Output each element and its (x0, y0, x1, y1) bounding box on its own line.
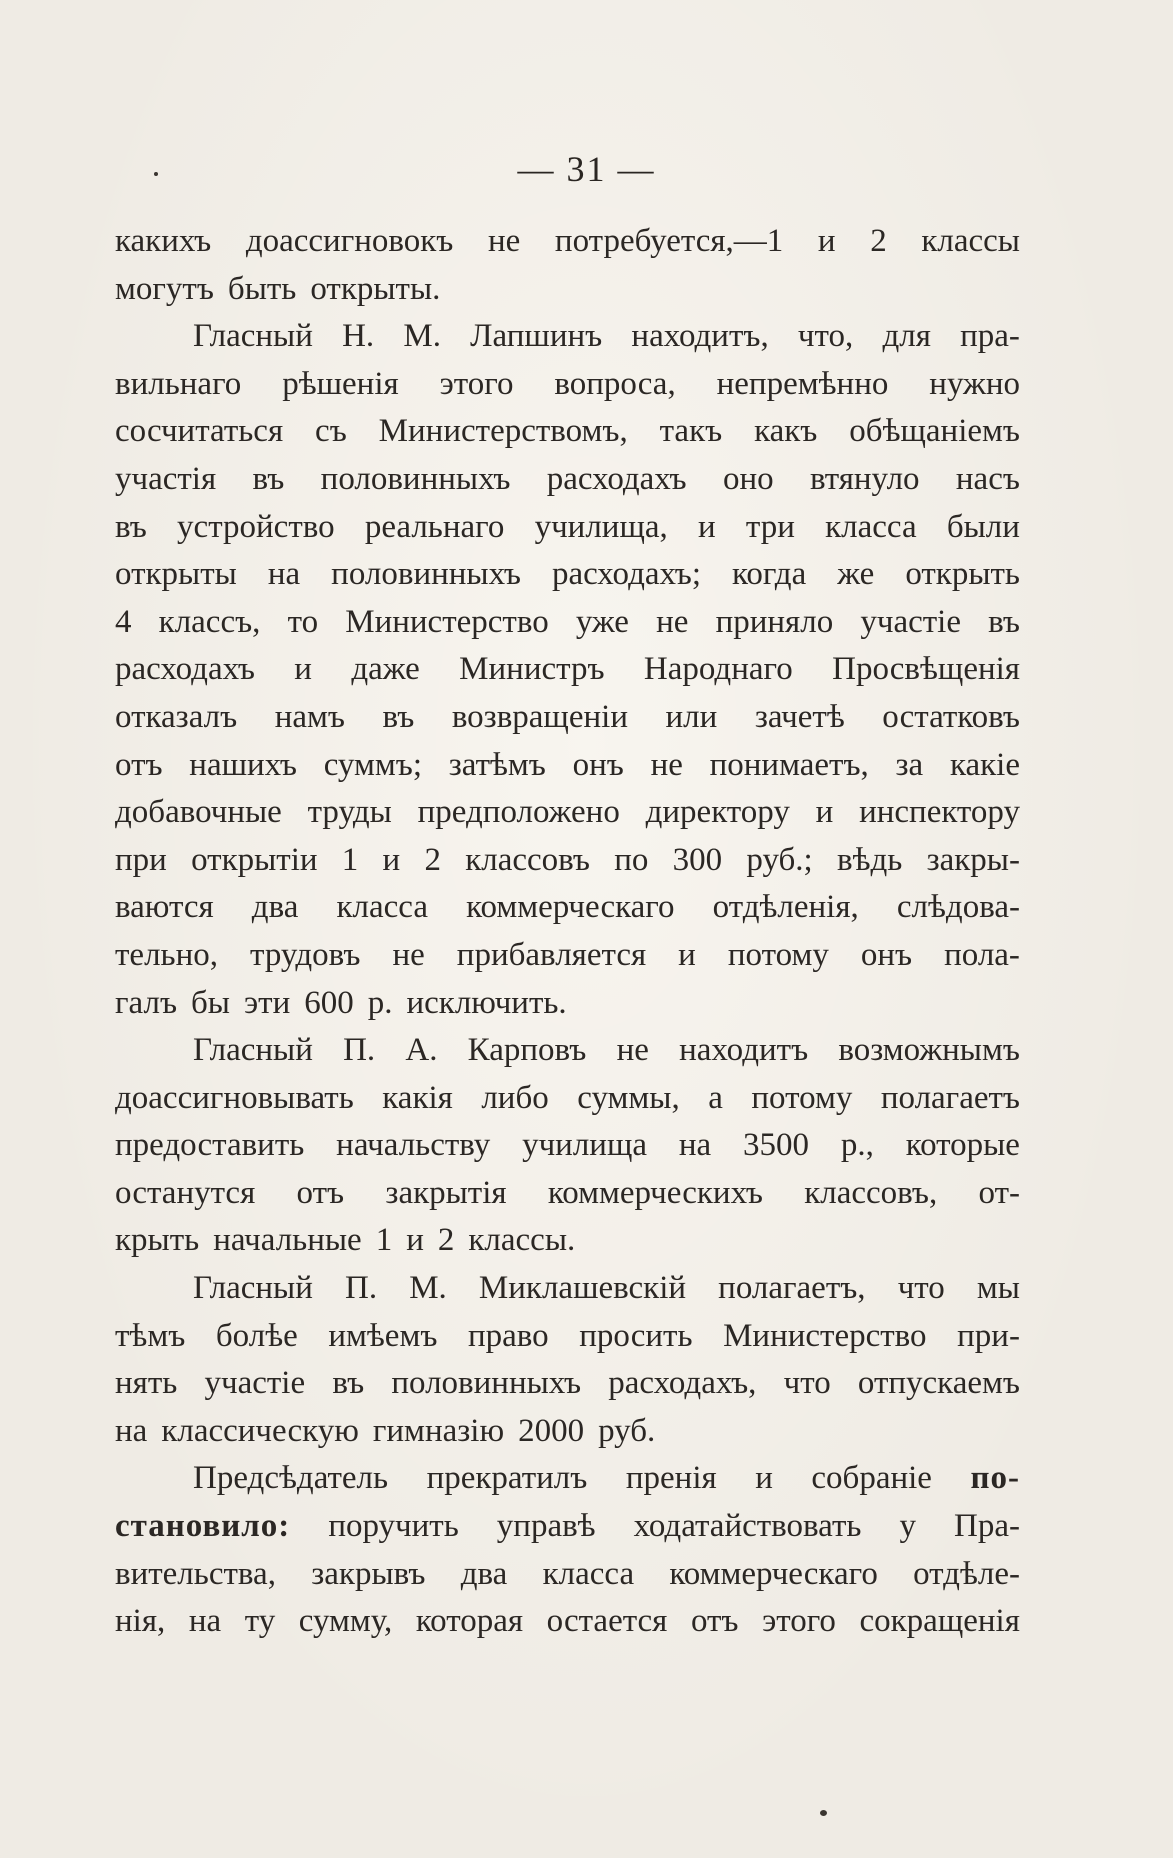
word: мы (976, 1270, 1020, 1307)
word: съ (315, 413, 347, 450)
word: обѣщаніемъ (849, 413, 1020, 450)
word: по (614, 841, 649, 878)
text-line (115, 1217, 1020, 1265)
word: расходахъ; (551, 556, 702, 593)
text-line (115, 1265, 1020, 1313)
word: остается (546, 1603, 668, 1640)
word: расходахъ, (608, 1365, 757, 1402)
word: нашихъ (189, 746, 297, 783)
text-line (115, 1075, 1020, 1123)
word: не (656, 603, 689, 640)
word: класса (825, 508, 917, 545)
word: коммерческихъ (547, 1174, 763, 1211)
word: П. (343, 1032, 376, 1069)
word: расходахъ (115, 651, 255, 688)
word: отдѣленія, (712, 889, 859, 926)
word: какихъ (115, 223, 212, 259)
word: 2000 (518, 1412, 585, 1449)
text-line (115, 694, 1020, 742)
word: участіе (204, 1365, 306, 1402)
text-line (115, 646, 1020, 694)
word: останутся (115, 1174, 256, 1211)
word: Народнаго (643, 651, 793, 688)
word: суммы, (577, 1079, 680, 1116)
word: намъ (274, 698, 345, 735)
word: этого (439, 365, 514, 402)
word: какія (382, 1079, 453, 1116)
word: вильнаго (115, 365, 242, 402)
word: уже (575, 603, 629, 640)
word: училища, (534, 508, 668, 545)
word: прибавляется (456, 936, 647, 973)
word: какіе (949, 746, 1020, 783)
word: затѣмъ (448, 746, 546, 783)
word: быть (227, 270, 297, 307)
word: классовъ, (804, 1174, 938, 1211)
word: что (897, 1270, 945, 1307)
word: слѣдова- (896, 889, 1020, 926)
word: начальные (213, 1222, 362, 1259)
word: приняло (715, 603, 834, 640)
word: три (745, 508, 795, 545)
word: на (267, 556, 301, 593)
word: классы (921, 223, 1020, 259)
word: у (899, 1508, 916, 1545)
word: классовъ (465, 841, 590, 878)
word: суммъ; (323, 746, 422, 783)
word: добавочные (115, 794, 282, 831)
word: зачетѣ (754, 698, 845, 735)
word: которые (905, 1127, 1020, 1164)
word: и (294, 651, 312, 688)
word: бы (191, 984, 230, 1021)
ink-speck (154, 172, 158, 176)
text-line (115, 456, 1020, 504)
word: не (392, 936, 425, 973)
word: въ (332, 1365, 365, 1402)
word: когда (732, 556, 807, 593)
text-line (115, 837, 1020, 885)
word: коммерческаго (669, 1555, 878, 1592)
word: нужно (929, 365, 1020, 402)
word: пра- (960, 318, 1020, 355)
word: 4 (115, 603, 132, 640)
word: которая (415, 1603, 524, 1640)
word: р. (367, 984, 393, 1021)
word: класса (542, 1555, 635, 1592)
text-line (115, 1360, 1020, 1408)
word: отъ (296, 1174, 345, 1211)
word: сумму, (298, 1603, 393, 1640)
word: непремѣнно (716, 365, 889, 402)
word: по- (970, 1460, 1020, 1497)
word: потому (751, 1079, 853, 1116)
word: пола- (944, 936, 1020, 973)
word: галъ (115, 984, 178, 1021)
ink-speck (820, 1810, 827, 1816)
text-line (115, 361, 1020, 409)
word: реальнаго (364, 508, 505, 545)
word: ходатайствовать (633, 1508, 862, 1545)
word: могутъ (115, 270, 214, 307)
word: открыты (115, 556, 237, 593)
word: инспектору (859, 794, 1020, 831)
word: расходахъ (546, 460, 687, 497)
text-line (115, 551, 1020, 599)
word: трудовъ (250, 936, 361, 973)
word: труды (307, 794, 392, 831)
word: половинныхъ (331, 556, 521, 593)
word: нія, (115, 1603, 166, 1640)
body-text (115, 218, 1020, 1646)
word: 1 (375, 1222, 393, 1259)
word: нять (115, 1365, 178, 1402)
word: полагаетъ, (718, 1270, 866, 1307)
word: Лапшинъ (470, 318, 603, 355)
word: начальству (336, 1127, 491, 1164)
word: были (946, 508, 1020, 545)
word: оно (722, 460, 774, 497)
word: вительства, (115, 1555, 276, 1592)
word: открытіи (191, 841, 318, 878)
word: собраніе (811, 1460, 932, 1497)
text-line (115, 504, 1020, 552)
text-line (115, 789, 1020, 837)
word: рѣшенія (282, 365, 399, 402)
text-line (115, 884, 1020, 932)
word: П. (344, 1270, 378, 1307)
word: половинныхъ (320, 460, 511, 497)
word: Н. (342, 318, 375, 355)
word: М. (403, 318, 441, 355)
word: или (665, 698, 718, 735)
word: втянуло (809, 460, 920, 497)
text-line (115, 932, 1020, 980)
word: имѣемъ (328, 1317, 438, 1354)
text-line (115, 980, 1020, 1028)
word: въ (988, 603, 1020, 640)
text-line (115, 1503, 1020, 1551)
text-line (115, 1408, 1020, 1456)
word: и (382, 841, 401, 878)
word: 2 (424, 841, 441, 878)
word: онъ (572, 746, 624, 783)
word: прекратилъ (426, 1460, 588, 1497)
word: вѣдь (836, 841, 903, 878)
word: отдѣле- (913, 1555, 1020, 1592)
word: при- (957, 1317, 1020, 1354)
word: находитъ, (631, 318, 769, 355)
word: отпускаемъ (857, 1365, 1020, 1402)
text-line (115, 599, 1020, 647)
word: за (895, 746, 924, 783)
word: 2 (870, 223, 887, 259)
word: 3500 (743, 1127, 810, 1164)
word: классическую (161, 1412, 359, 1449)
word: Предсѣдатель (193, 1460, 389, 1497)
text-line (115, 1170, 1020, 1218)
word: на (188, 1603, 222, 1640)
word: потребуется,—1 (554, 223, 784, 259)
word: доассигновокъ (245, 223, 454, 259)
word: половинныхъ (391, 1365, 582, 1402)
word: просить (579, 1317, 693, 1354)
word: право (467, 1317, 549, 1354)
word: 300 (672, 841, 723, 878)
text-line (115, 1598, 1020, 1646)
word: предоставить (115, 1127, 305, 1164)
word: закры- (926, 841, 1020, 878)
word: этого (762, 1603, 836, 1640)
word: М. (409, 1270, 447, 1307)
word: и (817, 223, 836, 259)
word: эти (243, 984, 291, 1021)
word: сосчитаться (115, 413, 284, 450)
word: классъ, (158, 603, 261, 640)
word: и (755, 1460, 773, 1497)
word: отъ (115, 746, 163, 783)
word: поручить (328, 1508, 459, 1545)
word: участіе (860, 603, 961, 640)
word: и (698, 508, 716, 545)
word: тѣмъ (115, 1317, 186, 1354)
word: тельно, (115, 936, 218, 973)
text-line (115, 742, 1020, 790)
text-line (115, 218, 1020, 266)
text-line (115, 1027, 1020, 1075)
word: класса (336, 889, 428, 926)
word: Карповъ (467, 1032, 587, 1069)
text-line (115, 266, 1020, 314)
word: Гласный (193, 1270, 313, 1307)
word: Министерство (345, 603, 549, 640)
word: что, (797, 318, 854, 355)
word: то (287, 603, 319, 640)
word: сокращенія (859, 1603, 1020, 1640)
word: Просвѣщенія (832, 651, 1020, 688)
word: не (616, 1032, 649, 1069)
word: участія (115, 460, 217, 497)
word: пренія (625, 1460, 717, 1497)
text-line (115, 313, 1020, 361)
word: от- (978, 1174, 1020, 1211)
word: 2 (437, 1222, 455, 1259)
word: вопроса, (554, 365, 676, 402)
word: даже (351, 651, 420, 688)
word: 600 (304, 984, 354, 1021)
word: при (115, 841, 167, 878)
word: на (115, 1412, 148, 1449)
text-line (115, 1313, 1020, 1361)
word: и (406, 1222, 424, 1259)
text-line (115, 1551, 1020, 1599)
word: Пра- (953, 1508, 1020, 1545)
word: открыты. (310, 270, 441, 307)
word: въ (252, 460, 285, 497)
word: закрытія (385, 1174, 507, 1211)
word: такъ (659, 413, 723, 450)
word: въ (115, 508, 147, 545)
word: Гласный (193, 1032, 313, 1069)
word: училища (522, 1127, 648, 1164)
word: болѣе (215, 1317, 298, 1354)
word: предположено (417, 794, 620, 831)
word: ваются (115, 889, 214, 926)
word: находитъ (679, 1032, 809, 1069)
word: насъ (955, 460, 1020, 497)
word: два (251, 889, 299, 926)
word: руб. (598, 1412, 656, 1449)
word: р., (840, 1127, 874, 1164)
word: же (837, 556, 875, 593)
word: не (650, 746, 683, 783)
word: А. (405, 1032, 438, 1069)
word: возвращеніи (451, 698, 628, 735)
word: исключить. (406, 984, 567, 1021)
word: управѣ (496, 1508, 596, 1545)
word: какъ (754, 413, 818, 450)
word: понимаетъ, (709, 746, 869, 783)
word: отъ (690, 1603, 739, 1640)
word: ту (244, 1603, 276, 1640)
word: устройство (177, 508, 335, 545)
text-line (115, 408, 1020, 456)
word: либо (481, 1079, 549, 1116)
word: доассигновывать (115, 1079, 354, 1116)
word: два (460, 1555, 508, 1592)
word: руб.; (746, 841, 813, 878)
word: отказалъ (115, 698, 238, 735)
word: онъ (860, 936, 913, 973)
word: классы. (468, 1222, 576, 1259)
word: полагаетъ (880, 1079, 1020, 1116)
word: Министръ (459, 651, 605, 688)
word: гимназію (372, 1412, 505, 1449)
page-number: — 31 — (517, 149, 656, 189)
word: Миклашевскій (478, 1270, 687, 1307)
word: потому (727, 936, 829, 973)
word: на (678, 1127, 712, 1164)
word: 1 (341, 841, 359, 878)
text-line (115, 1455, 1020, 1503)
word: что (783, 1365, 831, 1402)
word: Гласный (193, 318, 313, 355)
word: возможнымъ (838, 1032, 1020, 1069)
word: закрывъ (311, 1555, 426, 1592)
word: и (815, 794, 834, 831)
word: не (487, 223, 521, 259)
word: крыть (115, 1222, 200, 1259)
word: коммерческаго (466, 889, 675, 926)
word: а (708, 1079, 723, 1116)
word: въ (382, 698, 415, 735)
word: директору (645, 794, 790, 831)
word: Министерство (723, 1317, 927, 1354)
word: открыть (905, 556, 1020, 593)
text-line (115, 1122, 1020, 1170)
word: становило: (115, 1508, 291, 1545)
word: и (678, 936, 696, 973)
word: остатковъ (882, 698, 1020, 735)
word: Министерствомъ, (378, 413, 628, 450)
word: для (882, 318, 931, 355)
